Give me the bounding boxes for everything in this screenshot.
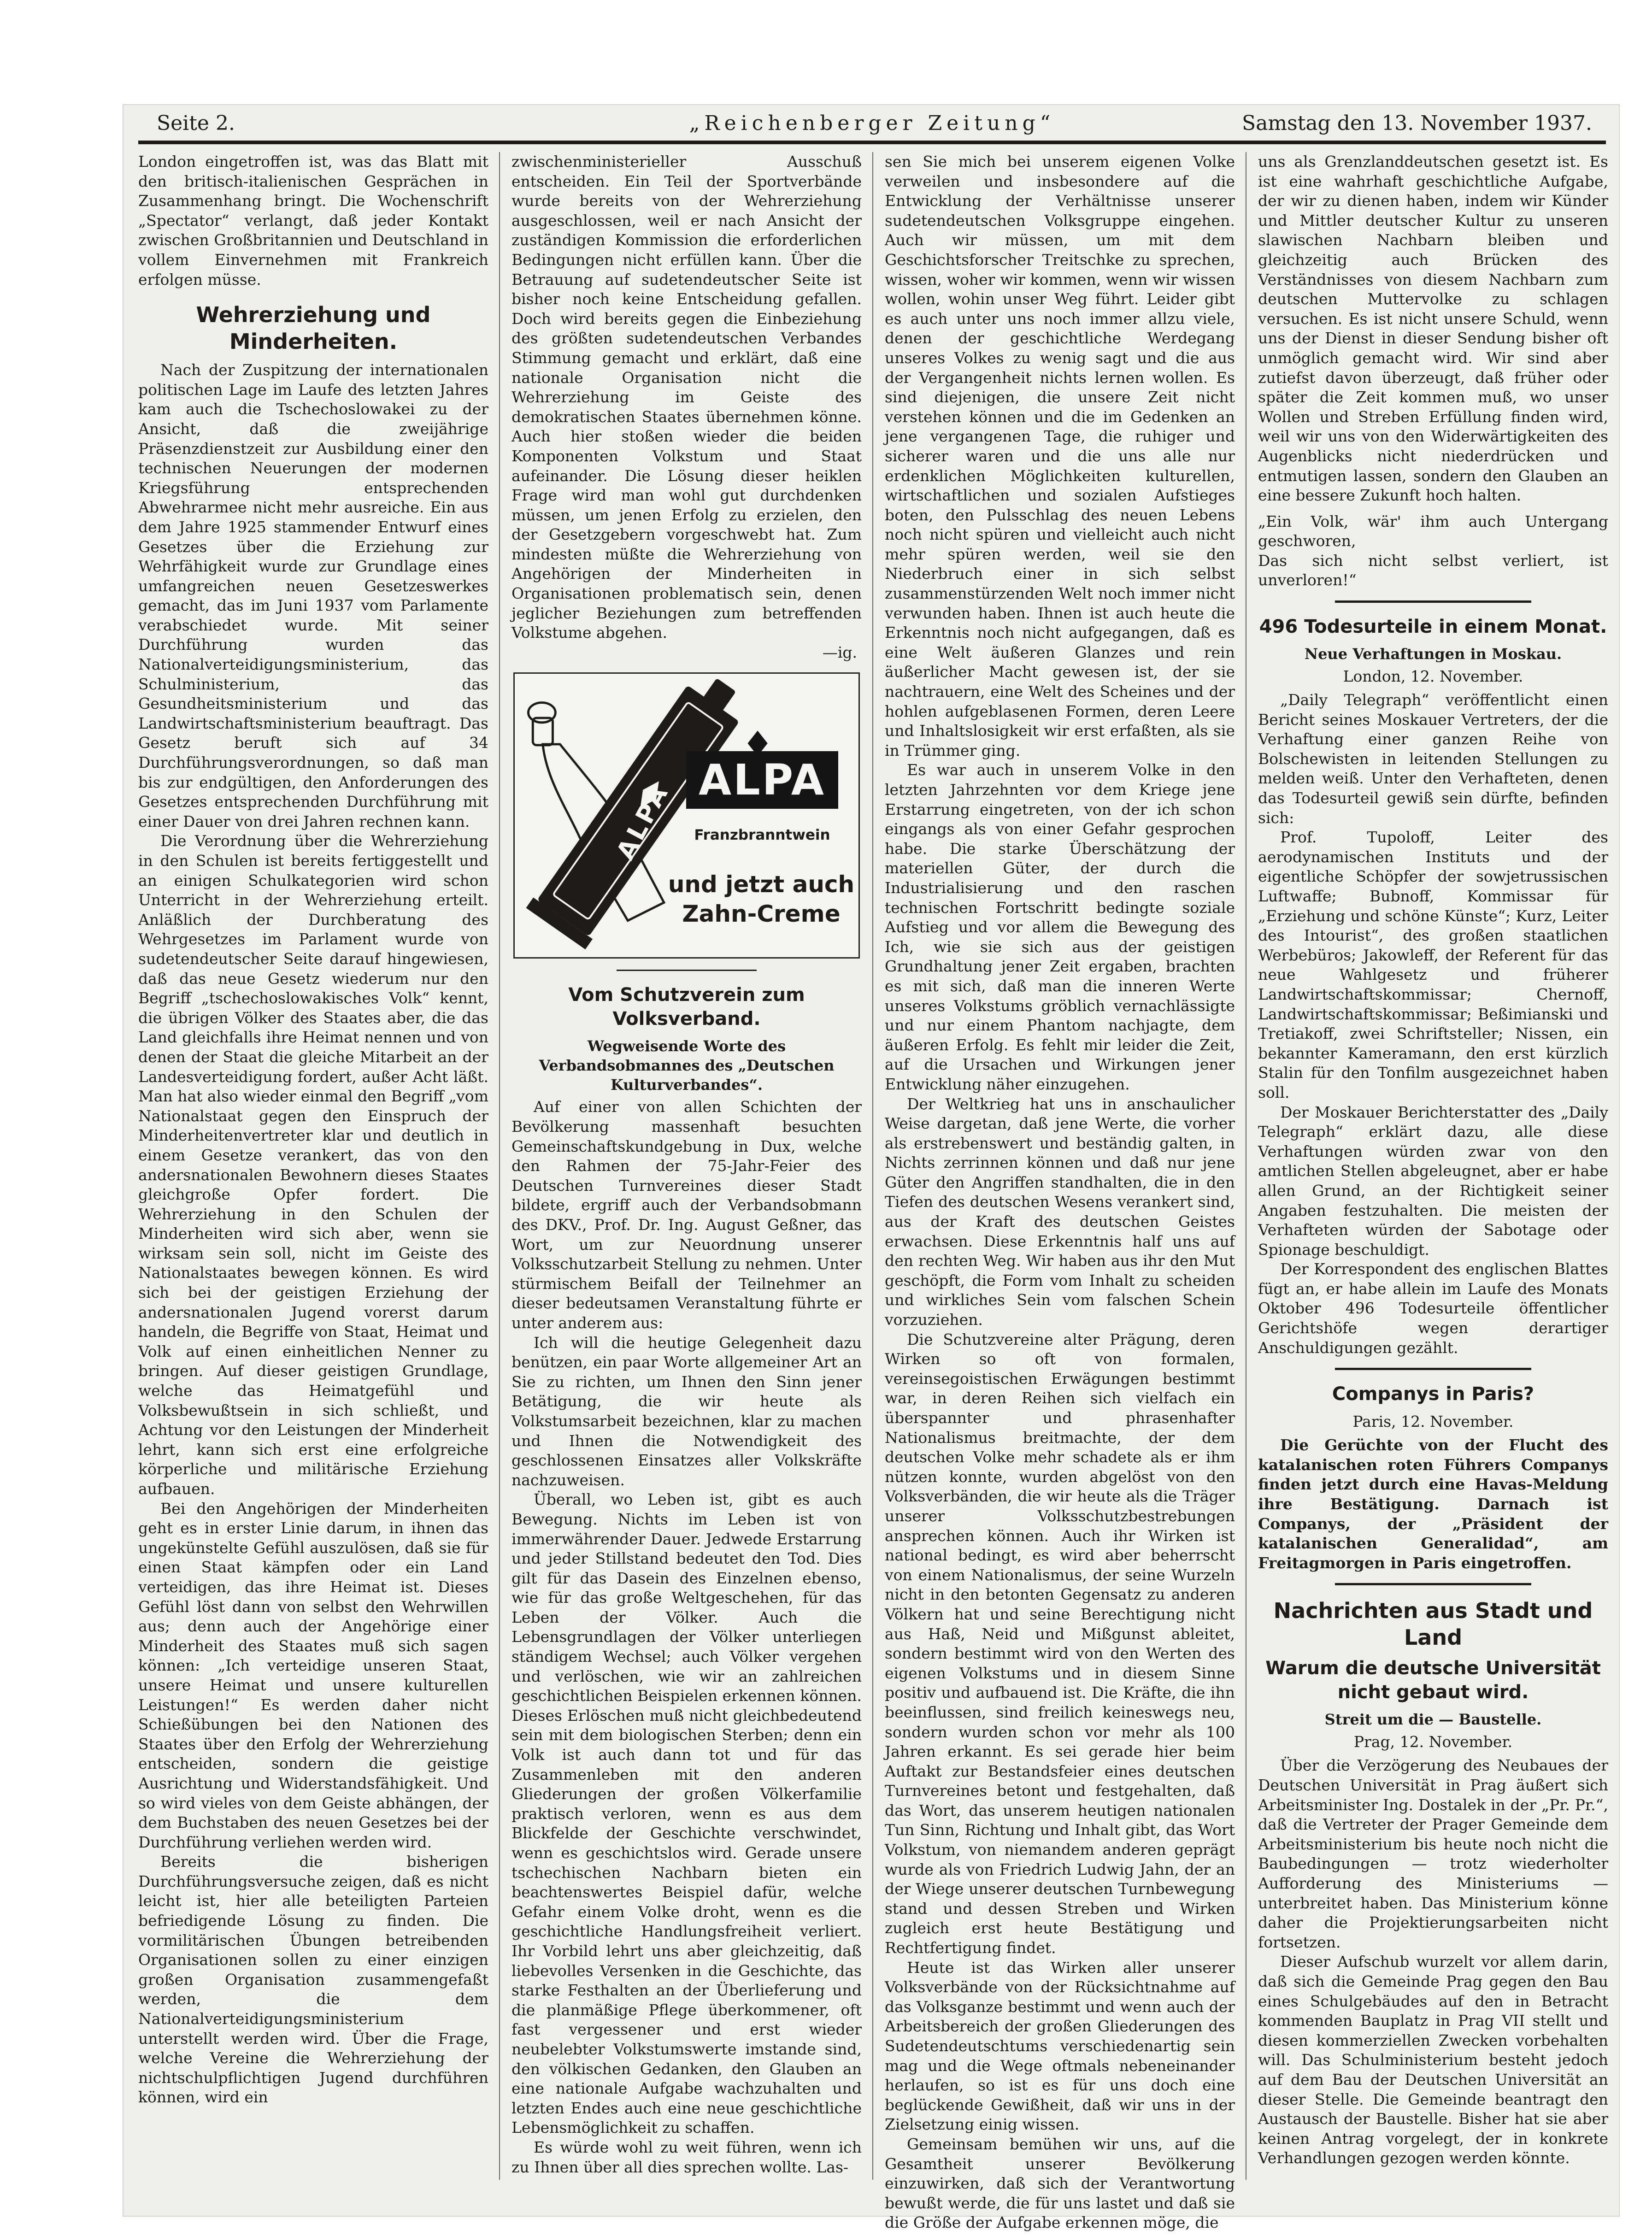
author-signature: —ig. bbox=[822, 643, 857, 661]
article-heading: Companys in Paris? bbox=[1332, 1383, 1534, 1405]
column-divider bbox=[499, 152, 500, 2180]
article-paragraph: Der Weltkrieg hat uns in anschaulicher Weise dargetan, daß jene Werte, die vorher als erstrebenswert und beständig galten, in Nichts zerrinnen können und daß nur jene Güter den Angriffen standhalten, die in den Tiefen des deutschen Wesens verankert sind, aus der Kraft des deutschen Geistes erwachsen. Diese Erkenntnis half uns auf den rechten Weg. Wir haben aus ihr den Mut geschöpft, die Form vom Inhalt zu scheiden und wirkliches Sein vom falschen Schein vorzuziehen. bbox=[885, 1094, 1235, 1329]
article-paragraph: Der Moskauer Berichterstatter des „Daily Telegraph“ erklärt dazu, alle diese Verhaftungen würden zwar von den amtlichen Stellen abgeleugnet, aber er habe allen Grund, an der Richtigkeit seiner Angaben festzuhalten. Die meisten der Verhafteten würden der Sabotage oder Spionage beschuldigt. bbox=[1258, 1103, 1608, 1259]
article-paragraph: Über die Verzögerung des Neubaues der Deutschen Universität in Prag äußert sich Arbeitsminister Ing. Dostalek in der „Pr. Pr.“, daß die Vertreter der Prager Gemeinde dem Arbeitsministerium bis heute noch nicht die Baubedingungen — trotz wiederholter Aufforderung des Ministeriums — unterbreitet haben. Das Ministerium könne daher die Projektierungsarbeiten nicht fortsetzen. bbox=[1258, 1756, 1608, 1951]
article-paragraph: Heute ist das Wirken aller unserer Volksverbände von der Rücksichtnahme auf das Volksganze bestimmt und wenn auch der Arbeitsbereich der großen Gliederungen des Sudetendeutschtums verschiedenartig sein mag und die Wege oftmals nebeneinander herlaufen, so ist es für uns doch eine beglückende Gewißheit, daß wir uns in der Zielsetzung einig wissen. bbox=[885, 1958, 1235, 2134]
issue-date: Samstag den 13. November 1937. bbox=[1241, 112, 1592, 135]
closing-verse bbox=[1258, 512, 1608, 590]
article-dateline: Prag, 12. November. bbox=[1353, 1733, 1513, 1751]
section-rule bbox=[1335, 1583, 1531, 1585]
article-paragraph: uns als Grenzlanddeutschen gesetzt ist. Es ist eine wahrhaft geschichtliche Aufgabe, der wir zu dienen haben, indem wir Künder und Mittler deutscher Kultur zu unseren slawischen Nachbarn bleiben und gleichzeitig auch Brücken des Verständnisses von diesem Nachbarn zum deutschen Muttervolke zu schlagen versuchen. Es ist nicht unsere Schuld, wenn uns der Dienst in dieser Sendung bisher oft unmöglich gemacht wird. Wir sind aber zutiefst davon überzeugt, daß früher oder später die Zeit kommen muß, wo unser Wollen und Streben Erfüllung finden wird, weil wir uns von den Widerwärtigkeiten des Augenblicks nicht niederdrücken und entmutigen lassen, sondern den Glauben an eine bessere Zukunft hoch halten. bbox=[1258, 153, 1608, 505]
column-3 bbox=[885, 152, 1235, 2232]
section-rule bbox=[1335, 600, 1531, 603]
article-dateline: London, 12. November. bbox=[1343, 667, 1523, 686]
section-rule bbox=[1335, 1368, 1531, 1370]
article-paragraph: Nach der Zuspitzung der internationalen politischen Lage im Laufe des letzten Jahres kam auch die Tschechoslowakei zu der Ansicht, daß die zweijährige Präsenzdienstzeit zur Ausbildung einer den technischen Neuerungen der modernen Kriegsführung entsprechenden Abwehrarmee nicht mehr ausreiche. Ein aus dem Jahre 1925 stammender Entwurf eines Gesetzes über die Erziehung zur Wehrfähigkeit wurde zur Grundlage eines umfangreichen neuen Gesetzeswerkes gemacht, das im Juni 1937 vom Parlamente verabschiedet wurde. Mit seiner Durchführung wurden das Nationalverteidigungsministerium, das Schulministerium, das Gesundheitsministerium und das Landwirtschaftsministerium beauftragt. Das Gesetz beruft sich auf 34 Durchführungsverordnungen, so daß man bis zur endgültigen, den Anforderungen des Gesetzes entsprechenden Durchführung mit einer Dauer von drei Jahren rechnen kann. bbox=[138, 361, 488, 830]
article-paragraph: Der Korrespondent des englischen Blattes fügt an, er habe allein im Laufe des Monats Oktober 496 Todesurteile öffentlicher Gerichtshöfe wegen derartiger Anschuldigungen gezählt. bbox=[1258, 1260, 1608, 1357]
article-heading: Vom Schutzverein zum Volksverband. bbox=[568, 984, 805, 1030]
verse-line: Das sich nicht selbst verliert, ist unverloren!“ bbox=[1258, 551, 1608, 589]
article-paragraph: sen Sie mich bei unserem eigenen Volke verweilen und insbesondere auf die Entwicklung der Verhältnisse unserer sudetendeutschen Volksgruppe eingehen. Auch wir müssen, um mit dem Geschichtsforscher Treitschke zu sprechen, wissen, woher wir kommen, wenn wir wissen wollen, wohin unser Weg führt. Leider gibt es auch unter uns noch immer allzu viele, denen der geschichtliche Werdegang unseres Volkes zu wenig sagt und die aus der Vergangenheit nichts lernen wollen. Es sind diejenigen, die unsere Zeit nicht verstehen können und die im Gedenken an jene vergangenen Tage, die ruhiger und sicherer waren und die uns alle nur erdenklichen Möglichkeiten kulturellen, wirtschaftlichen und sozialen Aufstieges boten, den Pulsschlag des neuen Lebens noch nicht spüren und vielleicht auch nicht mehr spüren werden, weil sie den Niederbruch einer in sich selbst zusammenstürzenden Welt noch immer nicht verwunden haben. Ihnen ist auch heute die Erkenntnis noch nicht aufgegangen, daß es eine Welt äußeren Glanzes und rein äußerlicher Macht gewesen ist, der sie nachtrauern, eine Welt des Scheines und der hohlen aufgeblasenen Formen, deren Leere und Inhaltslosigkeit wir erst erfaßten, als sie in Trümmer ging. bbox=[885, 153, 1235, 759]
article-heading: Wehrerziehung und Minderheiten. bbox=[196, 302, 431, 354]
ad-product-line: Franzbranntwein bbox=[694, 827, 830, 844]
newspaper-title: „Reichenberger Zeitung“ bbox=[689, 112, 1055, 135]
article-paragraph: zwischenministerieller Ausschuß entscheiden. Ein Teil der Sportverbände wurde bereits von der Wehrerziehung ausgeschlossen, weil er nach Ansicht der zuständigen Kommission die erforderlichen Bedingungen nicht erfüllen kann. Über die Betrauung auf sudetendeutscher Seite ist bisher noch keine Entscheidung gefallen. Doch wird bereits gegen die Einbeziehung des größten sudetendeutschen Verbandes Stimmung gemacht und erklärt, daß eine nationale Organisation nicht die Wehrerziehung im Geiste des demokratischen Staates übernehmen könne. Auch hier stoßen wieder die beiden Komponenten Volkstum und Staat aufeinander. Die Lösung dieser heiklen Frage wird man wohl gut durchdenken müssen, um jenen Erfolg zu erzielen, den der Gesetzgebern vorgeschwebt hat. Zum mindesten müßte die Wehrerziehung von Angehörigen der Minderheiten in Organisationen problematisch sein, denen jeglicher Beziehungen zum betreffenden Volkstume abgehen. bbox=[511, 153, 862, 642]
article-paragraph: Bereits die bisherigen Durchführungsversuche zeigen, daß es nicht leicht ist, hier alle beteiligten Parteien befriedigende Lösung zu finden. Die vormilitärischen Übungen betreibenden Organisationen sollen zu einer einzigen großen Organisation zusammengefaßt werden, die dem Nationalverteidigungsministerium unterstellt werden wird. Über die Frage, welche Vereine die Wehrerziehung der nichtschulpflichtigen Jugend durchführen können, wird ein bbox=[138, 1853, 488, 2107]
article-paragraph: Überall, wo Leben ist, gibt es auch Bewegung. Nichts im Leben ist von immerwährender Dauer. Jedwede Erstarrung und jeder Stillstand bedeutet den Tod. Dies gilt für das Dasein des Einzelnen ebenso, wie für das große Weltgeschehen, für das Leben der Völker. Auch die Lebensgrundlagen der Völker unterliegen ständigem Wechsel; auch Völker vergehen und verlöschen, wie wir an zahlreichen geschichtlichen Beispielen erkennen können. Dieses Erlöschen muß nicht gleichbedeutend sein mit dem biologischen Sterben; denn ein Volk ist auch dann tot und für das Zusammenleben mit den anderen Gliederungen der großen Völkerfamilie praktisch verloren, wenn es aus dem Blickfelde der Geschichte verschwindet, wenn es geschichtslos wird. Gerade unsere tschechischen Nachbarn bieten ein beachtenswertes Beispiel dafür, welche Gefahr einem Volke droht, wenn es die geschichtliche Handlungsfreiheit verliert. Ihr Vorbild lehrt uns aber gleichzeitig, daß liebevolles Versenken in die Geschichte, das starke Festhalten an der Überlieferung und die planmäßige Pflege überkommener, oft fast vergessener und erst wieder neubelebter Volkstumswerte imstande sind, den völkischen Gedanken, den Glauben an eine nationale Aufgabe wachzuhalten und letzten Endes auch eine neue geschichtliche Lebensmöglichkeit zu schaffen. bbox=[511, 1490, 862, 2137]
page-header bbox=[138, 110, 1606, 140]
section-heading: Nachrichten aus Stadt und Land bbox=[1273, 1598, 1593, 1650]
article-paragraph: Dieser Aufschub wurzelt vor allem darin, daß sich die Gemeinde Prag gegen den Bau eines Schulgebäudes auf den in Betracht kommenden Bauplatz in Prag VII stellt und diesen kommerziellen Zwecken vorbehalten will. Das Schulministerium besteht jedoch auf dem Bau der Deutschen Universität an dieser Stelle. Die Gemeinde beantragt den Austausch der Baustelle. Bisher hat sie aber keinen Antrag vorgelegt, der in konkrete Verhandlungen gezogen werden könnte. bbox=[1258, 1953, 1608, 2167]
column-divider bbox=[872, 152, 873, 2180]
article-paragraph: Die Gerüchte von der Flucht des katalanischen roten Führers Companys finden jetzt durch eine Havas-Meldung ihre Bestätigung. Darnach ist Companys, der „Präsident der katalanischen Generalidad“, am Freitagmorgen in Paris eingetroffen. bbox=[1258, 1436, 1608, 1572]
article-paragraph: Die Schutzvereine alter Prägung, deren Wirken so oft von formalen, vereinsegoistischen Erwägungen bestimmt war, in deren Reihen sich vielfach ein überspannter und phrasenhafter Nationalismus breitmachte, der dem deutschen Volke mehr schadete als er ihm nützen konnte, wurden abgelöst von den Volksverbänden, die wir heute als die Träger unserer Volksschutzbestrebungen ansprechen können. Auch ihr Wirken ist national bedingt, es wird aber beherrscht von einem Nationalismus, der seine Wurzeln nicht in den betonten Gegensatz zu anderen Völkern hat und seine Berechtigung nicht aus Haß, Neid und Mißgunst ableitet, sondern bestimmt wird von den Werten des eigenen Volkstums und in diesem Sinne positiv und aufbauend ist. Die Kräfte, die ihn beeinflussen, sind freilich keineswegs neu, sondern wurden schon vor mehr als 100 Jahren erkannt. Es sei gerade hier beim Auftakt zur Bestandsfeier eines deutschen Turnvereines betont und festgehalten, daß das Wort, das unserem heutigen nationalen Tun Sinn, Richtung und Inhalt gibt, das Wort Volkstum, von niemandem anderen geprägt wurde als von Friedrich Ludwig Jahn, der an der Wiege unserer deutschen Turnbewegung stand und dessen Streben und Wirken zugleich erst heute Bestätigung und Rechtfertigung findet. bbox=[885, 1330, 1235, 1957]
page-number: Seite 2. bbox=[157, 112, 235, 135]
section-rule bbox=[617, 970, 757, 971]
ad-slogan: und jetzt auch Zahn-Creme bbox=[668, 871, 855, 928]
article-paragraph: Gemeinsam bemühen wir uns, auf die Gesamtheit unserer Bevölkerung einzuwirken, daß sich der Verantwortung bewußt werde, die für uns lastet und daß sie die Größe der Aufgabe erkennen möge, die bbox=[885, 2135, 1235, 2232]
article-paragraph: Es war auch in unserem Volke in den letzten Jahrzehnten vor dem Kriege jene Erstarrung eingetreten, von der ich schon eingangs als von einer Gefahr gesprochen habe. Die starke Überschätzung der materiellen Güter, der durch die Industrialisierung und den raschen technischen Fortschritt bedingte soziale Aufstieg und vor allem die Bewegung des Ich, wie sie sich aus der geistigen Grundhaltung jener Zeit ergaben, brachten es mit sich, daß man die inneren Werte unseres Volkstums gröblich vernachlässigte und nur einem Phantom nachjagte, dem äußeren Erfolg. Es fehlt mir leider die Zeit, auf die Ursachen und Wirkungen jener Entwicklung näher einzugehen. bbox=[885, 761, 1235, 1093]
article-paragraph: Es würde wohl zu weit führen, wenn ich zu Ihnen über all dies sprechen wollte. Las- bbox=[511, 2138, 862, 2176]
article-heading: Warum die deutsche Universität nicht gebaut wird. bbox=[1265, 1658, 1601, 1703]
tube-brand-label: ALPA bbox=[611, 779, 675, 865]
column-4 bbox=[1258, 152, 1608, 2189]
article-subheading: Wegweisende Worte des Verbandsobmannes des „Deutschen Kulturverbandes“. bbox=[539, 1037, 835, 1094]
article-paragraph: Ich will die heutige Gelegenheit dazu benützen, ein paar Worte allgemeiner Art an Sie zu richten, um Ihnen den Sinn jener Betätigung, die wir heute als Volkstumsarbeit bezeichnen, klar zu machen und Ihnen die Notwendigkeit des geschlossenen Einsatzes aller Volkskräfte nachzuweisen. bbox=[511, 1333, 862, 1489]
alpa-advertisement bbox=[513, 672, 860, 959]
ad-brand-name: ALPA bbox=[686, 751, 838, 809]
article-heading: 496 Todesurteile in einem Monat. bbox=[1259, 616, 1607, 638]
article-subheading: Streit um die — Baustelle. bbox=[1324, 1711, 1542, 1729]
article-paragraph: Die Verordnung über die Wehrerziehung in den Schulen ist bereits fertiggestellt und an einigen Schulkategorien wird schon Unterricht in der Wehrerziehung erteilt. Anläßlich der Durchberatung des Wehrgesetzes im Parlament wurde von sudetendeutscher Seite darauf hingewiesen, daß das neue Gesetz wiederum nur den Begriff „tschechoslowakisches Volk“ kennt, die übrigen Völker des Staates aber, die das Land gleichfalls ihre Heimat nennen und von denen der Staat die gleiche Mitarbeit an der Landesverteidigung fordert, außer Acht läßt. Man hat also wieder einmal den Begriff „vom Nationalstaat gegen den Einspruch der Minderheitenvertreter klar und deutlich in einem Gesetze verankert, das von den andersnationalen Bewohnern dieses Staates gleichgroße Opfer fordert. Die Wehrerziehung in den Schulen der Minderheiten wird sich aber, wenn sie wirksam sein soll, nicht im Geiste des Nationalstaates bewegen können. Es wird sich bei der geistigen Erziehung der andersnationalen Jugend vorerst darum handeln, die Begriffe von Staat, Heimat und Volk auf einen einheitlichen Nenner zu bringen. Auf dieser geistigen Grundlage, welche das Heimatgefühl und Volksbewußtsein in sich schließt, und Achtung vor den Leistungen der Minderheit lehrt, kann sich erst eine erfolgreiche körperliche und militärische Erziehung aufbauen. bbox=[138, 832, 488, 1498]
article-dateline: Paris, 12. November. bbox=[1352, 1412, 1514, 1431]
article-continuation: London eingetroffen ist, was das Blatt mit den britisch-italienischen Gesprächen in Zusammenhang bringt. Die Wochenschrift „Spectator“ verlangt, daß jeder Kontakt zwischen Großbritannien und Deutschland in vollem Einvernehmen mit Frankreich erfolgen müsse. bbox=[138, 153, 488, 288]
column-1 bbox=[138, 152, 488, 2189]
article-paragraph: Prof. Tupoloff, Leiter des aerodynamischen Instituts und der eigentliche Schöpfer der sowjetrussischen Luftwaffe; Bubnoff, Kommissar für „Erziehung und schöne Künste“; Kurz, Leiter des Intourist“, des großen staatlichen Werbebüros; Jakowleff, der Referent für das neue Wahlgesetz und früherer Landwirtschaftskommissar; Chernoff, Landwirtschaftskommissar; Beßimianski und Tretiakoff, zwei Schriftsteller; Nissen, ein bekannter Kameramann, den erst kürzlich Stalin für den Tonfilm ausgezeichnet haben soll. bbox=[1258, 828, 1608, 1101]
article-paragraph: „Daily Telegraph“ veröffentlicht einen Bericht seines Moskauer Vertreters, der die Verhaftung einer ganzen Reihe von Bolschewisten in leitenden Stellungen zu melden weiß. Unter den Verhafteten, denen das Todesurteil gewiß sein dürfte, befinden sich: bbox=[1258, 691, 1608, 827]
article-subheading: Neue Verhaftungen in Moskau. bbox=[1304, 645, 1562, 663]
article-paragraph: Bei den Angehörigen der Minderheiten geht es in erster Linie darum, in ihnen das ungekünstelte Gefühl auszulösen, daß sie für einen Staat kämpfen oder ein Land verteidigen, das ihre Heimat ist. Dieses Gefühl löst dann von selbst den Wehrwillen aus; denn auch der Angehörige einer Minderheit des Staates muß sich sagen können: „Ich verteidige unseren Staat, unsere Heimat und unsere kulturellen Leistungen!“ Es werden daher nicht Schießübungen bei den Nationen des Staates über den Erfolg der Wehrerziehung entscheiden, sondern die geistige Ausrichtung und Widerstandsfähigkeit. Und so wird vieles von dem Geiste abhängen, der dem Buchstaben des neuen Gesetzes bei der Durchführung verliehen werden wird. bbox=[138, 1499, 488, 1851]
column-2 bbox=[511, 152, 862, 2189]
article-paragraph: Auf einer von allen Schichten der Bevölkerung massenhaft besuchten Gemeinschaftskundgebung in Dux, welche den Rahmen der 75-Jahr-Feier des Deutschen Turnvereines dieser Stadt bildete, ergriff auch der Verbandsobmann des DKV., Prof. Dr. Ing. August Geßner, das Wort, um zur Neuordnung unserer Volksschutzarbeit Stellung zu nehmen. Unter stürmischem Beifall der Teilnehmer an dieser bedeutsamen Veranstaltung führte er unter anderem aus: bbox=[511, 1098, 862, 1332]
verse-line: „Ein Volk, wär' ihm auch Untergang geschworen, bbox=[1258, 512, 1608, 550]
header-rule bbox=[138, 141, 1606, 144]
